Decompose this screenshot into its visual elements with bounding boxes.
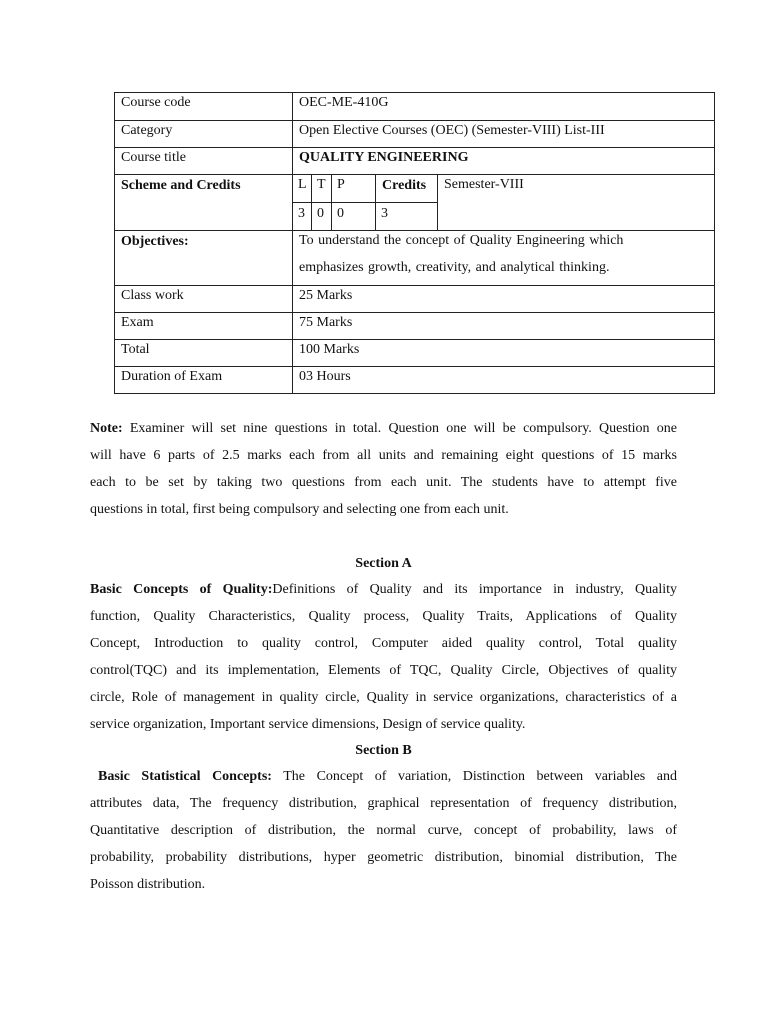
- section-b-line: Quantitative description of distribution, the normal curve, concept of probability, laws of: [90, 823, 677, 838]
- scheme-p-header: P: [337, 177, 345, 192]
- section-a-paragraph: [90, 576, 677, 738]
- section-a-lead: Basic Concepts of Quality:: [90, 582, 273, 597]
- table-row-objectives: [115, 231, 714, 286]
- table-row-total: [115, 340, 714, 367]
- section-b-line: probability, probability distributions, hyper geometric distribution, binomial distribution, The: [90, 850, 677, 865]
- section-a-line: control(TQC) and its implementation, Elements of TQC, Quality Circle, Objectives of quality: [90, 663, 677, 678]
- objectives-label: Objectives:: [121, 234, 189, 249]
- scheme-t-header: T: [317, 177, 326, 192]
- note-label: Note:: [90, 421, 123, 436]
- class-work-label: Class work: [121, 288, 184, 303]
- category-value: Open Elective Courses (OEC) (Semester-VIII) List-III: [299, 123, 605, 138]
- table-row-category: [115, 121, 714, 148]
- objectives-line: emphasizes growth, creativity, and analytical thinking.: [299, 260, 610, 275]
- exam-value: 75 Marks: [299, 315, 353, 330]
- scheme-l-value: 3: [298, 206, 305, 221]
- scheme-semester: Semester-VIII: [444, 177, 524, 192]
- section-a-line: circle, Role of management in quality circle, Quality in service organizations, characteristics of a: [90, 690, 677, 705]
- section-a-line: Definitions of Quality and its importance in industry, Quality: [272, 582, 677, 597]
- note-line: questions in total, first being compulsory and selecting one from each unit.: [90, 502, 509, 517]
- course-code-value: OEC-ME-410G: [299, 95, 389, 110]
- course-code-label: Course code: [121, 95, 191, 110]
- section-a-line: service organization, Important service dimensions, Design of service quality.: [90, 717, 526, 732]
- scheme-l-header: L: [298, 177, 307, 192]
- objectives-text: [293, 231, 714, 285]
- section-a-line: function, Quality Characteristics, Quality process, Quality Traits, Applications of Quality: [90, 609, 677, 624]
- scheme-credits-header: Credits: [382, 178, 427, 193]
- table-row-scheme-credits: [115, 175, 714, 231]
- scheme-t-value: 0: [317, 206, 324, 221]
- section-a-heading: Section A: [355, 556, 412, 571]
- section-b-heading: Section B: [355, 743, 412, 758]
- duration-label: Duration of Exam: [121, 369, 223, 384]
- course-title-value: QUALITY ENGINEERING: [299, 150, 469, 165]
- course-title-label: Course title: [121, 150, 186, 165]
- note-line: Examiner will set nine questions in total. Question one will be compulsory. Question one: [122, 421, 677, 436]
- category-label: Category: [121, 123, 173, 138]
- note-line: each to be set by taking two questions from each unit. The students have to attempt five: [90, 475, 677, 490]
- table-row-course-code: [115, 93, 714, 121]
- note-line: will have 6 parts of 2.5 marks each from all units and remaining eight questions of 15 marks: [90, 448, 677, 463]
- table-row-course-title: [115, 148, 714, 175]
- note-paragraph: [90, 415, 677, 523]
- exam-label: Exam: [121, 315, 154, 330]
- section-b-paragraph-cont: [90, 790, 677, 898]
- class-work-value: 25 Marks: [299, 288, 353, 303]
- section-b-line: The Concept of variation, Distinction between variables and: [271, 769, 677, 784]
- scheme-credits-label: Scheme and Credits: [121, 178, 241, 193]
- total-label: Total: [121, 342, 150, 357]
- scheme-grid: [293, 175, 714, 230]
- table-row-duration: [115, 367, 714, 393]
- table-row-exam: [115, 313, 714, 340]
- scheme-p-value: 0: [337, 206, 344, 221]
- scheme-credits-value: 3: [381, 206, 388, 221]
- section-b-line: Poisson distribution.: [90, 877, 206, 892]
- section-b-paragraph: [98, 763, 677, 790]
- objectives-line: To understand the concept of Quality Engineering which: [299, 233, 624, 248]
- section-b-lead: Basic Statistical Concepts:: [98, 769, 272, 784]
- duration-value: 03 Hours: [299, 369, 351, 384]
- course-info-table: [114, 92, 715, 394]
- section-b-line: attributes data, The frequency distribution, graphical representation of frequency distribution,: [90, 796, 677, 811]
- section-a-line: Concept, Introduction to quality control, Computer aided quality control, Total quality: [90, 636, 677, 651]
- total-value: 100 Marks: [299, 342, 360, 357]
- table-row-class-work: [115, 286, 714, 313]
